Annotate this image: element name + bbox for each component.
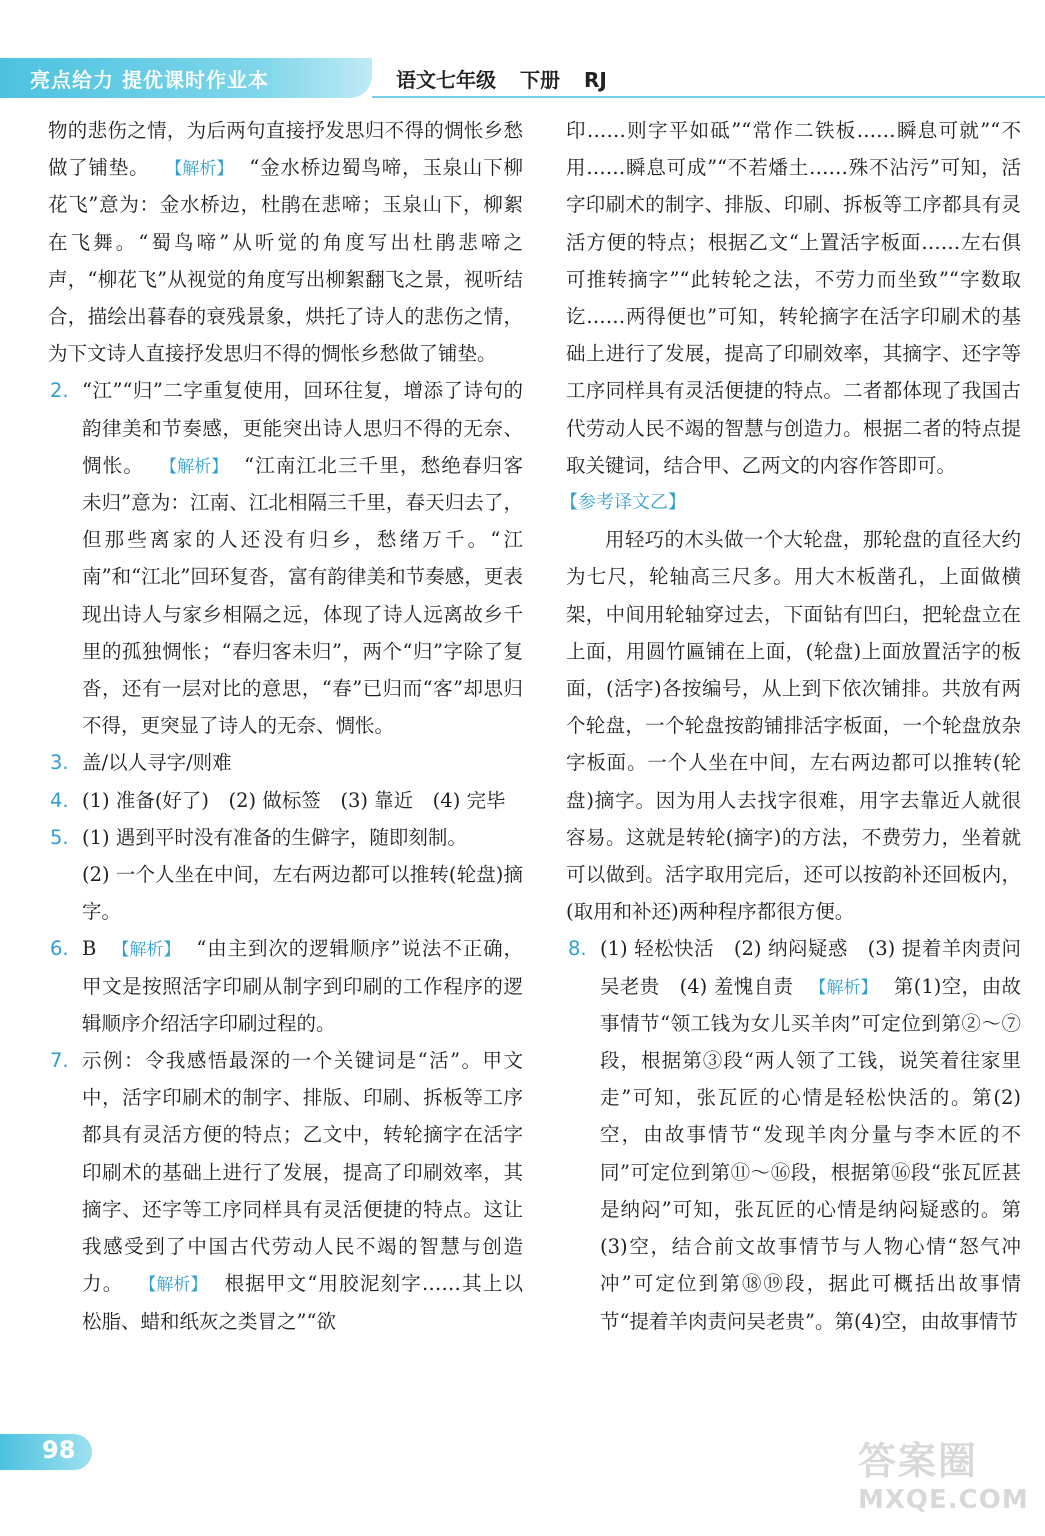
answer-text: “江”“归”二字重复使用，回环往复，增添了诗句的韵律美和节奏感，更能突出诗人思归不得的无奈、惆怅。 xyxy=(82,379,523,477)
analysis-tag: 【 解析 】 xyxy=(803,976,883,1000)
reference-translation: 用轻巧的木头做一个大轮盘，那轮盘的直径大约为七尺，轮轴高三尺多。用大木板凿孔，上面做横架，中间用轮轴穿过去，下面钻有凹臼，把轮盘立在上面，用圆竹匾铺在上面，(轮盘)上面放置活字的板面，(活字)各按编号，从上到下依次铺排。共放有两个轮盘，一个轮盘按韵铺排活字板面，一个轮盘放杂字板面。一个人坐在中间，左右两边都可以推转(轮盘)摘字。因为用人去找字很难，用字去靠近人就很容易。这就是转轮(摘字)的方法，不费劳力，坐着就可以做到。活字取用完后，还可以按韵补还回板内，(取用和补还)两种程序都很方便。 xyxy=(566,528,1021,924)
page-number: 98 xyxy=(42,1436,76,1464)
subject-info xyxy=(396,64,631,93)
item-number: 5. xyxy=(50,825,69,849)
watermark-logo: 答案圈 xyxy=(858,1439,979,1483)
answer-text: (1) 准备(好了) (2) 做标签 (3) 靠近 (4) 完毕 xyxy=(82,788,506,812)
analysis-continuation: 印……则字平如砥”“常作二铁板……瞬息可就”“不用……瞬息可成”“不若燔土……殊不沾污”可知，活字印刷术的制字、排版、印刷、拆板等工序都具有灵活方便的特点；根据乙文“上置活字板面……左右俱可推转摘字”“此转轮之法，不劳力而坐致”“字数取讫……两得便也”可知，转轮摘字在活字印刷术的基础上进行了发展，提高了印刷效率，其摘字、还字等工序同样具有灵活便捷的特点。二者都体现了我国古代劳动人民不竭的智慧与创造力。根据二者的特点提取关键词，结合甲、乙两文的内容作答即可。 xyxy=(566,119,1021,477)
volume-label: 下册 xyxy=(520,68,560,92)
reference-translation-heading: 【参考译文乙】 xyxy=(560,492,686,514)
answer-item-2 xyxy=(48,372,523,744)
analysis-tag: 【 解析 】 xyxy=(154,455,234,479)
edition-label: RJ xyxy=(584,68,607,92)
answer-item-3 xyxy=(48,744,523,781)
answer-text: (1) 轻松快活 (2) 纳闷疑惑 (3) 提着羊肉责问吴老贵 (4) 羞愧自责 xyxy=(600,937,1021,998)
item-number: 6. xyxy=(50,937,69,961)
watermark-url: MXQE.COM xyxy=(858,1485,1029,1515)
analysis-text: 根据甲文“用胶泥刻字……其上以松脂、蜡和纸灰之类冒之”“欲 xyxy=(82,1272,523,1333)
page-number-tab xyxy=(0,1434,92,1470)
series-banner xyxy=(0,58,372,98)
answer-text: (1) 遇到平时没有准备的生僻字，随即刻制。 xyxy=(82,825,467,849)
answer-item-4 xyxy=(48,782,523,819)
left-column xyxy=(48,112,523,1340)
answer-text: 盖/以人寻字/则难 xyxy=(82,751,232,775)
item-number: 7. xyxy=(50,1049,69,1073)
analysis-text: “金水桥边蜀鸟啼，玉泉山下柳花飞”意为：金水桥边，杜鹃在悲啼；玉泉山下，柳絮在飞舞。“蜀鸟啼”从听觉的角度写出杜鹃悲啼之声，“柳花飞”从视觉的角度写出柳絮翻飞之景，视听结合，描绘出暮春的衰残景象，烘托了诗人的悲伤之情，为下文诗人直接抒发思归不得的惆怅乡愁做了铺垫。 xyxy=(48,156,523,366)
right-column xyxy=(560,112,1021,1340)
answer-continuation xyxy=(48,112,523,372)
answer-text: 示例：令我感悟最深的一个关键词是“活”。甲文中，活字印刷术的制字、排版、印刷、拆板等工序都具有灵活方便的特点；乙文中，转轮摘字在活字印刷术的基础上进行了发展，提高了印刷效率，其摘字、还字等工序同样具有灵活便捷的特点。这让我感受到了中国古代劳动人民不竭的智慧与创造力。 xyxy=(82,1049,523,1296)
analysis-tag: 【 解析 】 xyxy=(159,157,239,181)
analysis-text: 第(1)空，由故事情节“领工钱为女儿买羊肉”可定位到第②～⑦段，根据第③段“两人领了工钱，说笑着往家里走”可知，张瓦匠的心情是轻松快活的。第(2)空，由故事情节“发现羊肉分量与李木匠的不同”可定位到第⑪～⑯段，根据第⑯段“张瓦匠甚是纳闷”可知，张瓦匠的心情是纳闷疑惑的。第(3)空，结合前文故事情节与人物心情“怒气冲冲”可定位到第⑱⑲段，据此可概括出故事情节“提着羊肉责问吴老贵”。第(4)空，由故事情节 xyxy=(600,974,1021,1333)
analysis-text: “江南江北三千里，愁绝春归客未归”意为：江南、江北相隔三千里，春天归去了，但那些离家的人还没有归乡，愁绪万千。“江南”和“江北”回环复沓，富有韵律美和节奏感，更表现出诗人与家乡相隔之远，体现了诗人远离故乡千里的孤独惆怅；“春归客未归”，两个“归”字除了复沓，还有一层对比的意思，“春”已归而“客”却思归不得，更突显了诗人的无奈、惆怅。 xyxy=(82,453,523,738)
site-watermark xyxy=(858,1430,1028,1520)
answer-item-6 xyxy=(48,930,523,1042)
answer-item-8 xyxy=(566,930,1021,1339)
series-title: 亮点给力 提优课时作业本 xyxy=(30,68,269,92)
analysis-tag: 【 解析 】 xyxy=(106,938,186,962)
answer-text: (2) 一个人坐在中间，左右两边都可以推转(轮盘)摘字。 xyxy=(82,863,523,924)
item-number: 8. xyxy=(568,937,587,961)
subject-grade: 语文七年级 xyxy=(396,68,496,92)
answer-text: B xyxy=(82,937,97,961)
analysis-text: “由主到次的逻辑顺序”说法不正确，甲文是按照活字印刷从制字到印刷的工作程序的逻辑顺序介绍活字印刷过程的。 xyxy=(82,937,523,1035)
page-header xyxy=(0,58,1045,98)
answer-text: 物的悲伤之情，为后两句直接抒发思归不得的惆怅乡愁做了铺垫。 xyxy=(48,119,523,180)
answer-item-5 xyxy=(48,819,523,931)
answer-item-7 xyxy=(48,1042,523,1340)
item-number: 2. xyxy=(50,379,69,403)
analysis-tag: 【 解析 】 xyxy=(133,1273,213,1297)
item-number: 3. xyxy=(50,751,69,775)
header-rule xyxy=(372,96,1045,98)
item-number: 4. xyxy=(50,788,69,812)
